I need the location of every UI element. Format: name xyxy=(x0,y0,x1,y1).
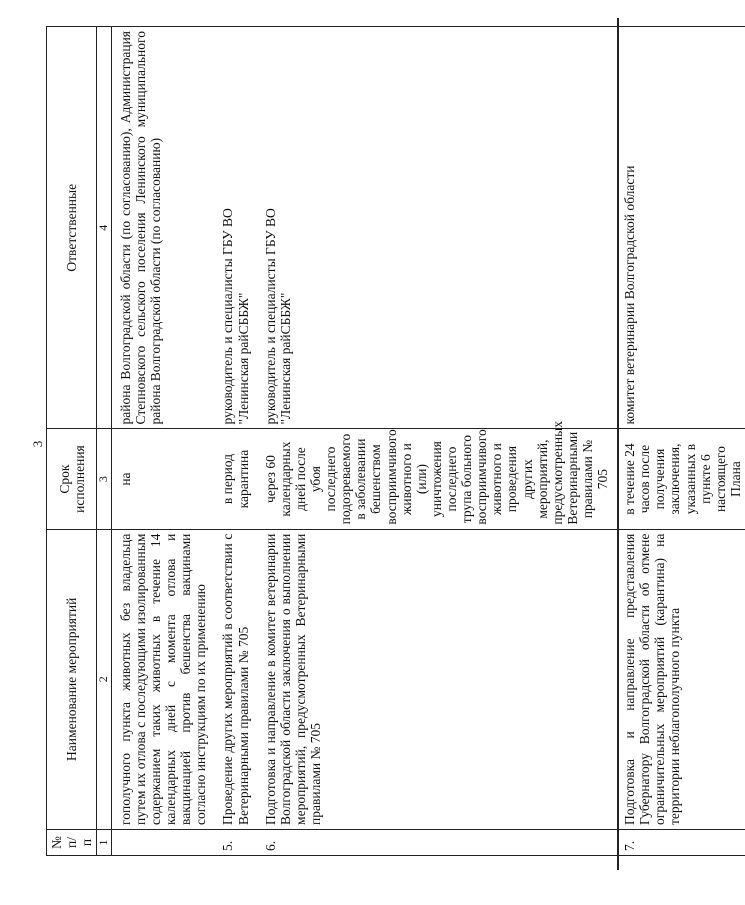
rotated-page xyxy=(12,18,743,870)
row-name: Проведение других мероприятий в соответствии с Ветеринарными правилами № 705 xyxy=(210,529,252,829)
row-term: в период карантина xyxy=(210,429,252,529)
row-resp xyxy=(210,27,252,430)
row-resp-line: руководитель и специалисты ГБУ ВО xyxy=(262,208,278,425)
table-row xyxy=(111,27,210,856)
header-name: Наименование мероприятий xyxy=(47,529,97,829)
row-resp: района Волгоградской области (по согласованию), Администрация Степновского сельского поселения Ленинского муниципального района Волгоградской области (по согласованию) xyxy=(111,27,210,430)
row-resp-line: руководитель и специалисты ГБУ ВО xyxy=(220,208,236,425)
measures-table xyxy=(46,26,745,856)
table-header-row xyxy=(47,27,97,856)
header-resp: Ответственные xyxy=(47,27,97,430)
column-number: 3 xyxy=(97,429,111,529)
header-num: № п/п xyxy=(47,829,97,855)
row-name: Подготовка и направление представления Губернатору Волгоградской области об отмене ограничительных мероприятий (карантина) на территории неблагополучного пункта xyxy=(612,529,745,829)
header-term: Срок исполнения xyxy=(47,429,97,529)
table-row xyxy=(612,27,745,856)
row-resp xyxy=(253,27,613,430)
row-num: 7. xyxy=(612,829,745,855)
row-term: на xyxy=(111,429,210,529)
table-column-numbers xyxy=(97,27,111,856)
page-number: 3 xyxy=(30,440,45,448)
table-row xyxy=(210,27,252,856)
table-row xyxy=(253,27,613,856)
column-number: 1 xyxy=(97,829,111,855)
row-resp-line: "Ленинская райСББЖ" xyxy=(277,292,293,425)
row-num: 5. xyxy=(210,829,252,855)
row-resp: комитет ветеринарии Волгоградской области xyxy=(612,27,745,430)
column-number: 4 xyxy=(97,27,111,430)
row-term: через 60 календарных дней после убоя последнего подозреваемого в заболевании бешенством восприимчивого животного и (или) уничтожения последнего трупа больного восприимчивого животного и проведения других мероприятий, предусмотренных Ветеринарными правилами № 705 xyxy=(253,429,613,529)
row-name: Подготовка и направление в комитет ветеринарии Волгоградской области заключения о выполнении мероприятий, предусмотренных Ветеринарными правилами № 705 xyxy=(253,529,613,829)
page-bottom-rule xyxy=(617,18,619,870)
row-name: гополучного пункта животных без владельца путем их отлова с последующими изолированным содержанием таких животных в течение 14 календарных дней с момента отлова и вакцинацией против бешенства вакцинами согласно инструкциям по их применению xyxy=(111,529,210,829)
row-num xyxy=(111,829,210,855)
row-num: 6. xyxy=(253,829,613,855)
column-number: 2 xyxy=(97,529,111,829)
row-resp-line: "Ленинская райСББЖ" xyxy=(235,292,251,425)
row-term: в течение 24 часов после получения заключения, указанных в пункте 6 настоящего Плана xyxy=(612,429,745,529)
